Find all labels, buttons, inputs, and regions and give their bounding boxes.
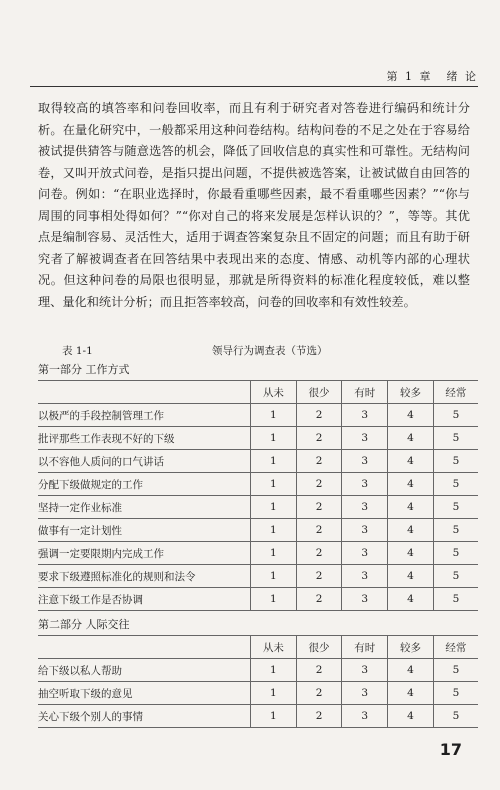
rating-cell: 1 (251, 682, 297, 705)
rating-cell: 4 (388, 705, 434, 728)
scale-header: 有时 (342, 636, 388, 659)
running-header (30, 68, 478, 87)
rating-cell: 3 (342, 565, 388, 588)
rating-cell: 1 (251, 519, 297, 542)
rating-cell: 5 (433, 404, 478, 427)
header-blank-cell (38, 381, 251, 404)
rating-cell: 5 (433, 542, 478, 565)
rating-cell: 5 (433, 588, 478, 611)
rating-cell: 2 (296, 682, 342, 705)
rating-cell: 5 (433, 496, 478, 519)
rating-cell: 1 (251, 427, 297, 450)
rating-cell: 4 (388, 450, 434, 473)
chapter-label: 第 1 章 (386, 70, 433, 83)
rating-cell: 3 (342, 659, 388, 682)
rating-cell: 2 (296, 404, 342, 427)
rating-cell: 5 (433, 565, 478, 588)
page-number: 17 (439, 740, 462, 759)
rating-cell: 3 (342, 473, 388, 496)
header-blank-cell (38, 636, 251, 659)
scale-header: 较多 (388, 381, 434, 404)
rating-cell: 3 (342, 682, 388, 705)
rating-cell: 4 (388, 682, 434, 705)
part2-title: 第二部分 人际交往 (38, 618, 130, 631)
rating-cell: 3 (342, 705, 388, 728)
table-header-row (38, 381, 478, 404)
rating-cell: 5 (433, 473, 478, 496)
row-item-label: 以极严的手段控制管理工作 (38, 404, 251, 427)
rating-cell: 4 (388, 519, 434, 542)
row-item-label: 以不容他人质问的口气讲话 (38, 450, 251, 473)
table-row (38, 565, 478, 588)
part2-table (38, 635, 478, 728)
rating-cell: 4 (388, 404, 434, 427)
table-row (38, 427, 478, 450)
row-item-label: 分配下级做规定的工作 (38, 473, 251, 496)
rating-cell: 2 (296, 565, 342, 588)
rating-cell: 4 (388, 659, 434, 682)
rating-cell: 1 (251, 588, 297, 611)
scale-header: 从未 (251, 636, 297, 659)
table-row (38, 659, 478, 682)
rating-cell: 5 (433, 705, 478, 728)
rating-cell: 4 (388, 427, 434, 450)
row-item-label: 要求下级遵照标准化的规则和法令 (38, 565, 251, 588)
rating-cell: 3 (342, 427, 388, 450)
rating-cell: 5 (433, 450, 478, 473)
rating-cell: 5 (433, 682, 478, 705)
rating-cell: 2 (296, 496, 342, 519)
table-row (38, 588, 478, 611)
rating-cell: 4 (388, 496, 434, 519)
body-text (38, 98, 470, 313)
rating-cell: 1 (251, 496, 297, 519)
row-item-label: 做事有一定计划性 (38, 519, 251, 542)
rating-cell: 5 (433, 659, 478, 682)
rating-cell: 2 (296, 659, 342, 682)
row-item-label: 坚持一定作业标准 (38, 496, 251, 519)
table-row (38, 542, 478, 565)
rating-cell: 1 (251, 450, 297, 473)
rating-cell: 1 (251, 705, 297, 728)
scale-header: 较多 (388, 636, 434, 659)
table-number: 表 1-1 (62, 345, 93, 357)
part1-rows (38, 404, 478, 611)
rating-cell: 4 (388, 473, 434, 496)
rating-cell: 5 (433, 519, 478, 542)
rating-cell: 2 (296, 450, 342, 473)
table-row (38, 496, 478, 519)
table-title: 领导行为调查表（节选） (212, 345, 328, 357)
scale-header: 从未 (251, 381, 297, 404)
row-item-label: 抽空听取下级的意见 (38, 682, 251, 705)
table-caption (62, 343, 470, 359)
row-item-label: 关心下级个别人的事情 (38, 705, 251, 728)
rating-cell: 3 (342, 496, 388, 519)
table-row (38, 519, 478, 542)
rating-cell: 2 (296, 473, 342, 496)
scale-header: 很少 (296, 636, 342, 659)
rating-cell: 1 (251, 659, 297, 682)
rating-cell: 3 (342, 588, 388, 611)
row-item-label: 批评那些工作表现不好的下级 (38, 427, 251, 450)
rating-cell: 1 (251, 542, 297, 565)
scale-header: 经常 (433, 636, 478, 659)
rating-cell: 2 (296, 542, 342, 565)
table-row (38, 682, 478, 705)
rating-cell: 1 (251, 565, 297, 588)
rating-cell: 3 (342, 404, 388, 427)
part1-title: 第一部分 工作方式 (38, 363, 130, 376)
table-row (38, 450, 478, 473)
table-row (38, 705, 478, 728)
scale-header: 有时 (342, 381, 388, 404)
chapter-title: 绪 论 (446, 70, 478, 83)
rating-cell: 2 (296, 705, 342, 728)
rating-cell: 1 (251, 473, 297, 496)
scale-header: 很少 (296, 381, 342, 404)
paragraph: 取得较高的填答率和问卷回收率，而且有利于研究者对答卷进行编码和统计分析。在量化研究中，一般都采用这种问卷结构。结构问卷的不足之处在于容易给被试提供猜答与随意选答的机会，降低了回收信息的真实性和可靠性。无结构问卷，又叫开放式问卷，是指只提出问题，不提供被选答案，让被试做自由回答的问卷。例如：“在职业选择时，你最看重哪些因素，最不看重哪些因素？”“你与周围的同事相处得如何？”“你对自己的将来发展是怎样认识的？”，等等。其优点是编制容易、灵活性大，适用于调查答案复杂且不固定的问题；而且有助于研究者了解被调查者在回答结果中表现出来的态度、情感、动机等内部的心理状况。但这种问卷的局限也很明显，那就是所得资料的标准化程度较低，难以整理、量化和统计分析；而且拒答率较高，问卷的回收率和有效性较差。 (38, 101, 470, 309)
rating-cell: 1 (251, 404, 297, 427)
rating-cell: 2 (296, 588, 342, 611)
table-row (38, 473, 478, 496)
scale-header: 经常 (433, 381, 478, 404)
table-header-row (38, 636, 478, 659)
rating-cell: 2 (296, 519, 342, 542)
rating-cell: 4 (388, 588, 434, 611)
rating-cell: 3 (342, 519, 388, 542)
row-item-label: 注意下级工作是否协调 (38, 588, 251, 611)
part1-table (38, 380, 478, 611)
row-item-label: 强调一定要限期内完成工作 (38, 542, 251, 565)
rating-cell: 3 (342, 542, 388, 565)
rating-cell: 2 (296, 427, 342, 450)
rating-cell: 5 (433, 427, 478, 450)
row-item-label: 给下级以私人帮助 (38, 659, 251, 682)
table-row (38, 404, 478, 427)
part2-rows (38, 659, 478, 728)
rating-cell: 3 (342, 450, 388, 473)
rating-cell: 4 (388, 565, 434, 588)
rating-cell: 4 (388, 542, 434, 565)
